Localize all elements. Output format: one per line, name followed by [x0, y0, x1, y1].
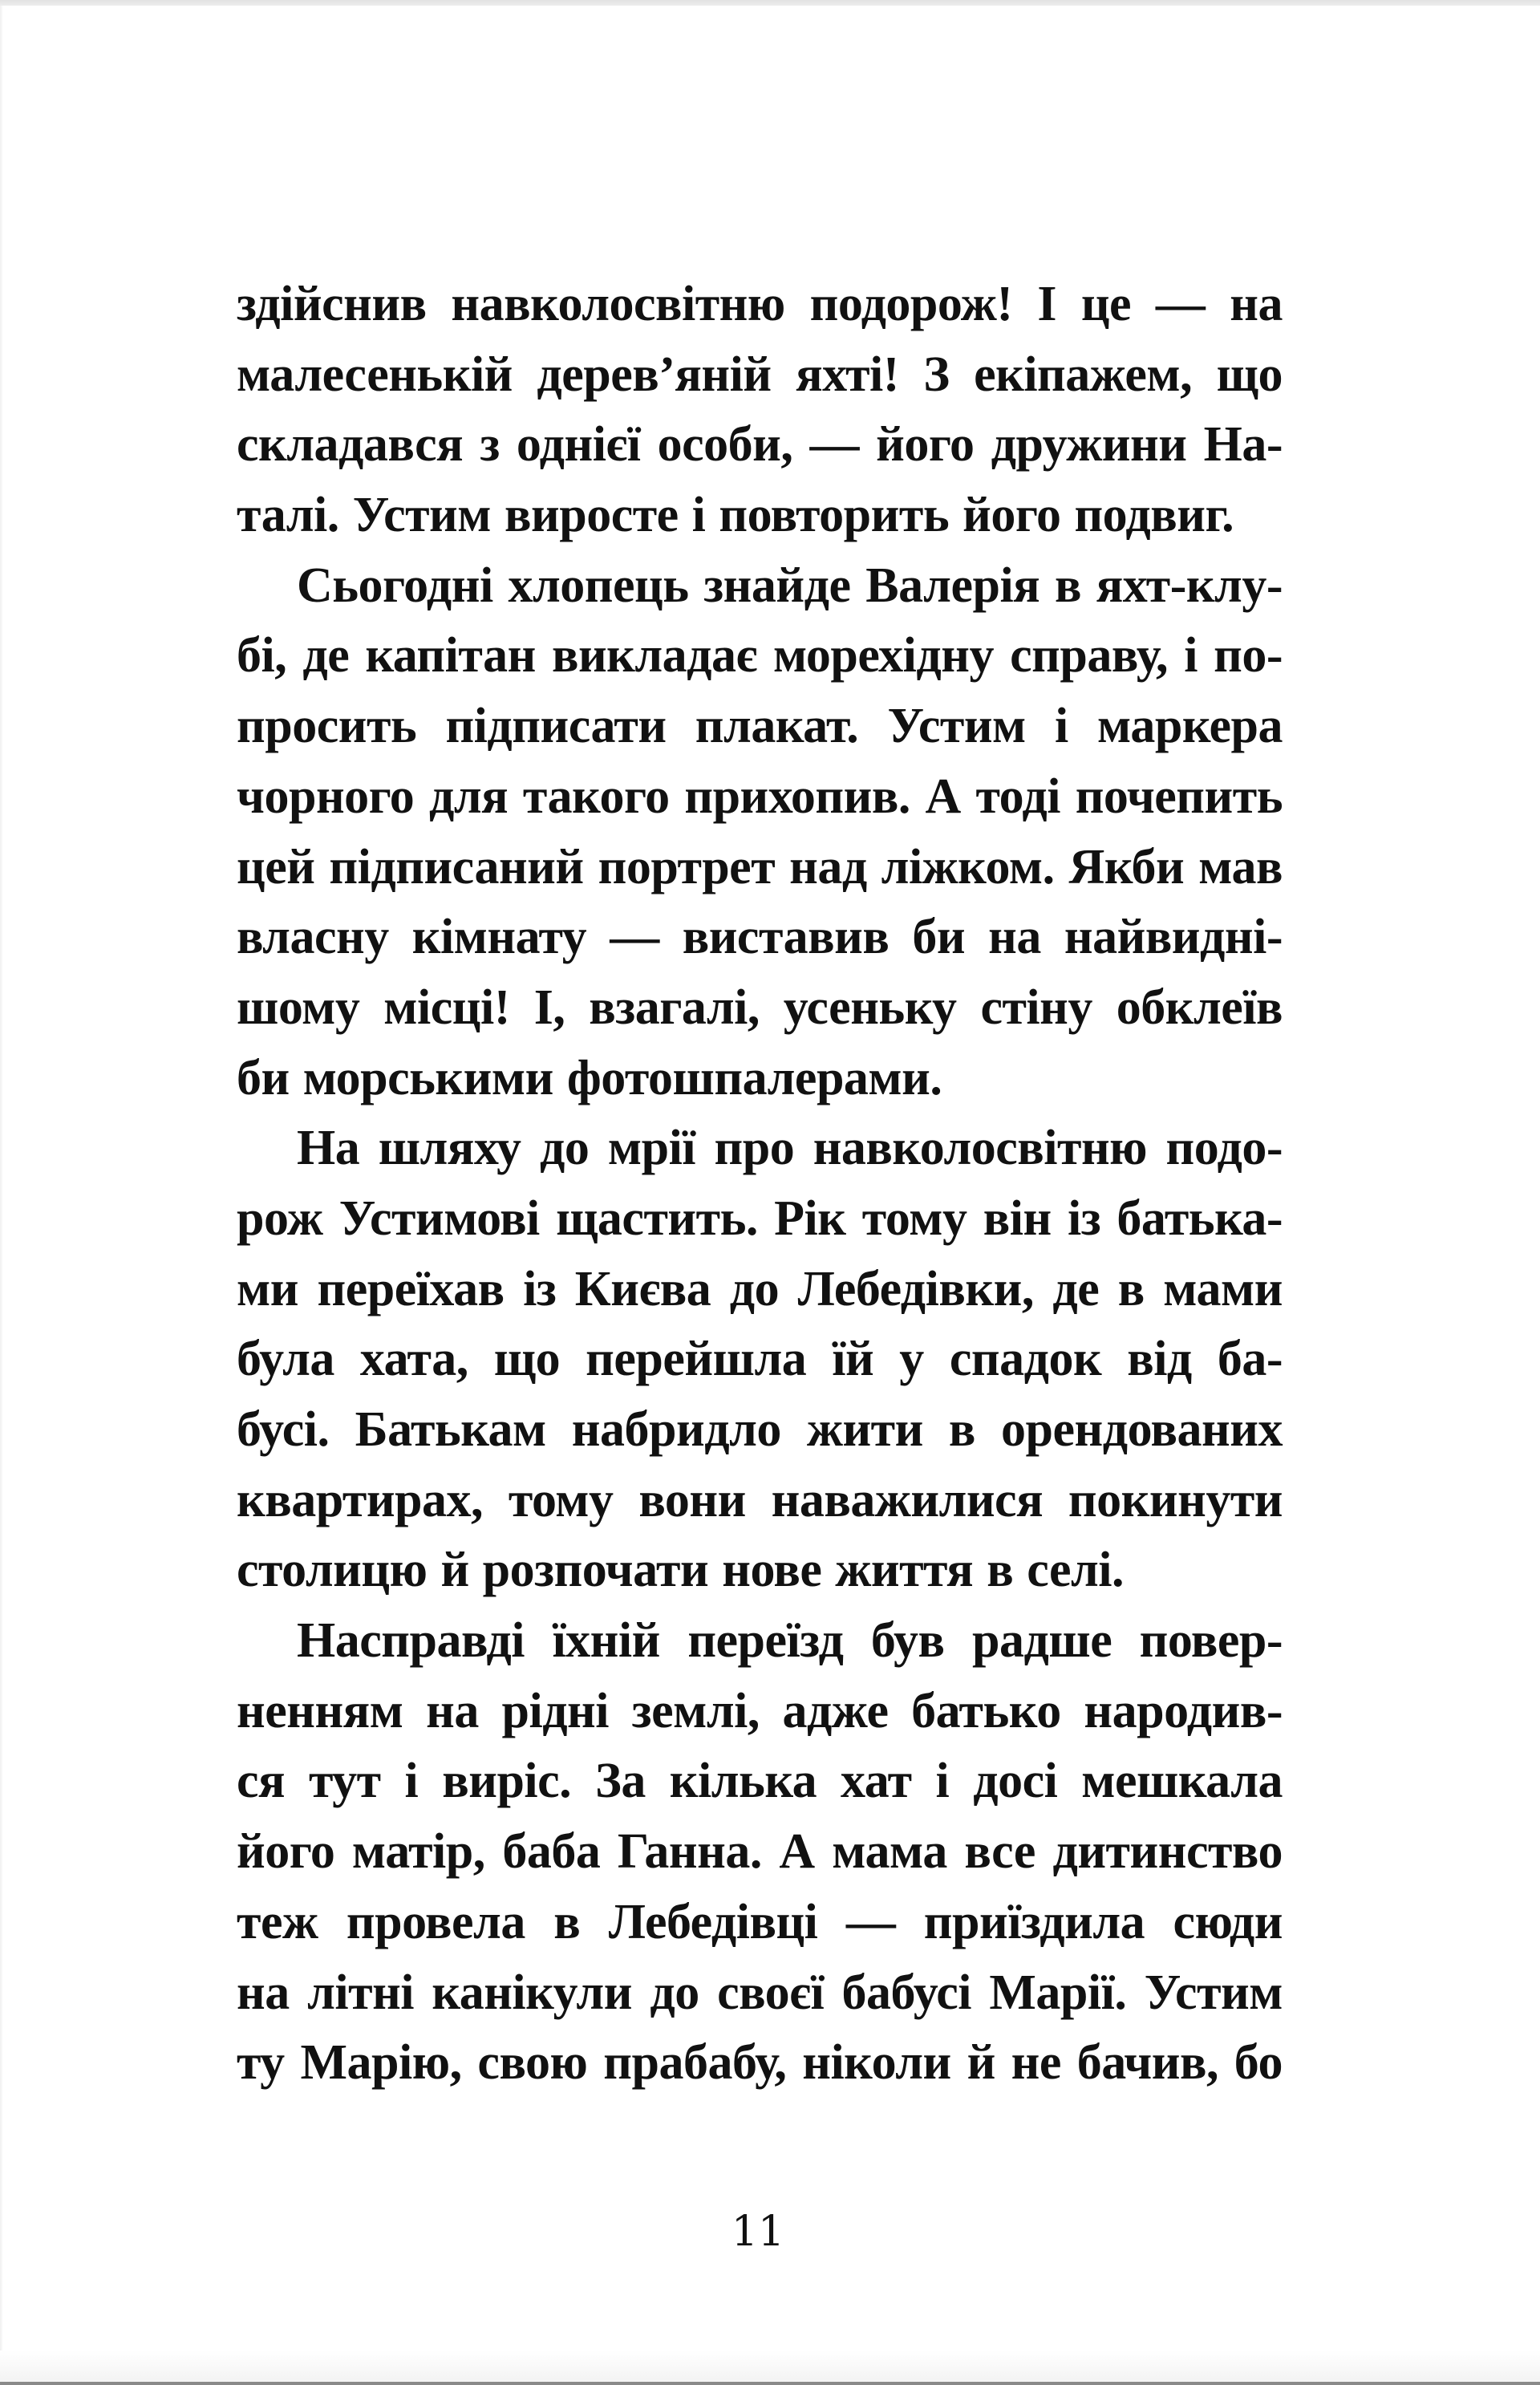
text-line: На шляху до мрії про навколосвітню подо- — [297, 1121, 1283, 1176]
text-line: ми переїхав із Києва до Лебедівки, де в мами — [237, 1261, 1283, 1316]
text-line: здійснив навколосвітню подорож! І це — на — [237, 277, 1283, 331]
text-line: власну кімнату — виставив би на найвидні- — [237, 910, 1283, 965]
paragraph-3 — [237, 1113, 1283, 1606]
text-line: ту Марію, свою прабабу, ніколи й не бачив, бо — [237, 2035, 1283, 2091]
text-line: квартирах, тому вони наважилися покинути — [237, 1472, 1283, 1527]
text-line: бі, де капітан викладає морехідну справу, і по- — [237, 628, 1283, 683]
text-line: талі. Устим виросте і повторить його подвиг. — [237, 488, 1234, 543]
text-line: його матір, баба Ганна. А мама все дитинство — [237, 1824, 1283, 1880]
text-line: малесенькій дерев’яній яхті! З екіпажем, що — [237, 347, 1283, 402]
text-line: ся тут і виріс. За кілька хат і досі мешкала — [237, 1754, 1283, 1809]
body-text — [237, 270, 1283, 2099]
text-line: би морськими фотошпалерами. — [237, 1050, 942, 1105]
text-line: рож Устимові щастить. Рік тому він із батька- — [237, 1190, 1283, 1246]
text-line: складався з однієї особи, — його дружини На- — [237, 417, 1283, 473]
text-line: ненням на рідні землі, адже батько народив- — [237, 1683, 1283, 1738]
text-line: чорного для такого прихопив. А тоді почепить — [237, 769, 1283, 824]
page-number: 11 — [731, 2208, 785, 2256]
paragraph-4 — [237, 1606, 1283, 2099]
paragraph-2 — [237, 551, 1283, 1114]
text-line: столицю й розпочати нове життя в селі. — [237, 1543, 1125, 1598]
text-line: теж провела в Лебедівці — приїздила сюди — [237, 1894, 1283, 1949]
text-line: Сьогодні хлопець знайде Валерія в яхт-клу- — [297, 558, 1283, 613]
text-line: просить підписати плакат. Устим і маркера — [237, 699, 1283, 754]
text-line: шому місці! І, взагалі, усеньку стіну обклеїв — [237, 980, 1283, 1035]
text-line: була хата, що перейшла їй у спадок від ба- — [237, 1332, 1283, 1387]
text-line: Насправді їхній переїзд був радше повер- — [297, 1613, 1283, 1669]
text-line: на літні канікули до своєї бабусі Марії. Устим — [237, 1965, 1283, 2020]
paragraph-1 — [237, 270, 1283, 551]
text-line: цей підписаний портрет над ліжком. Якби мав — [237, 839, 1283, 894]
text-line: бусі. Батькам набридло жити в орендованих — [237, 1402, 1283, 1457]
